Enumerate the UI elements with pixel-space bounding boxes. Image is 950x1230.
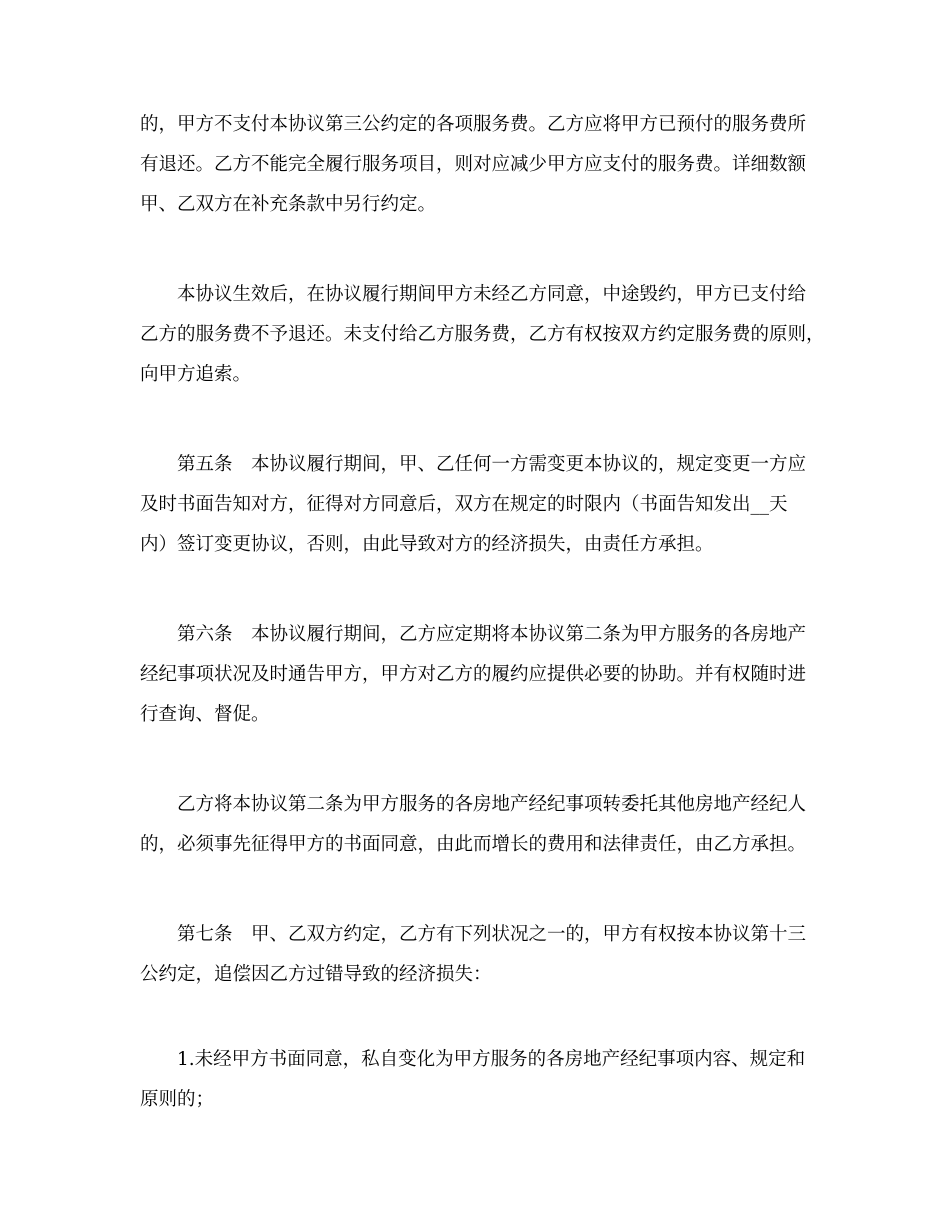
paragraph-line: 1.未经甲方书面同意，私自变化为甲方服务的各房地产经纪事项内容、规定和 (177, 1049, 806, 1070)
paragraph-line: 的，甲方不支付本协议第三公约定的各项服务费。乙方应将甲方已预付的服务费所 (140, 114, 807, 135)
paragraph-line: 内）签订变更协议，否则，由此导致对方的经济损失，由责任方承担。 (140, 534, 714, 555)
paragraph-line: 公约定，追偿因乙方过错导致的经济损失： (140, 964, 492, 985)
paragraph-line: 及时书面告知对方，征得对方同意后，双方在规定的时限内（书面告知发出__天 (140, 494, 788, 515)
paragraph-line: 原则的； (140, 1089, 215, 1110)
paragraph-line: 行查询、督促。 (140, 704, 270, 725)
paragraph-line: 甲、乙双方在补充条款中另行约定。 (140, 194, 437, 215)
paragraph-line: 向甲方追索。 (140, 364, 252, 385)
paragraph-line: 经纪事项状况及时通告甲方，甲方对乙方的履约应提供必要的协助。并有权随时进 (140, 664, 807, 685)
paragraph-line: 有退还。乙方不能完全履行服务项目，则对应减少甲方应支付的服务费。详细数额 (140, 154, 807, 175)
paragraph-line: 本协议生效后，在协议履行期间甲方未经乙方同意，中途毁约，甲方已支付给 (177, 284, 807, 305)
paragraph-line: 的，必须事先征得甲方的书面同意，由此而增长的费用和法律责任，由乙方承担。 (140, 834, 807, 855)
paragraph-line: 第五条 本协议履行期间，甲、乙任何一方需变更本协议的，规定变更一方应 (177, 454, 807, 475)
paragraph-line: 第七条 甲、乙双方约定，乙方有下列状况之一的，甲方有权按本协议第十三 (177, 924, 807, 945)
paragraph-line: 乙方的服务费不予退还。未支付给乙方服务费，乙方有权按双方约定服务费的原则， (140, 324, 825, 345)
paragraph-line: 乙方将本协议第二条为甲方服务的各房地产经纪事项转委托其他房地产经纪人 (177, 794, 807, 815)
paragraph-line: 第六条 本协议履行期间，乙方应定期将本协议第二条为甲方服务的各房地产 (177, 624, 807, 645)
